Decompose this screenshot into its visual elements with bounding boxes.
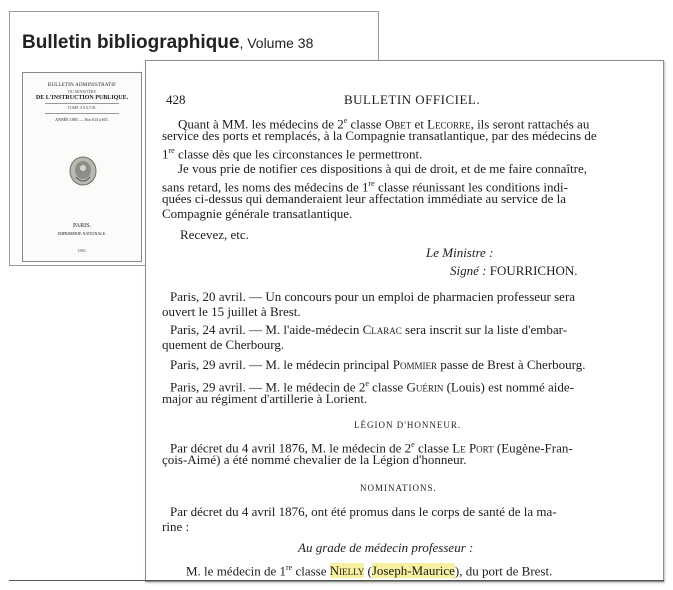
cover-seal-icon <box>67 155 99 187</box>
cover-line-3: DE L'INSTRUCTION PUBLIQUE. <box>35 95 129 101</box>
cover-rule <box>45 113 119 114</box>
text-line: Par décret du 4 avril 1876, ont été promus dans le corps de santé de la ma- <box>170 504 557 519</box>
text-line: Paris, 20 avril. — Un concours pour un emploi de pharmacien professeur sera <box>170 289 576 304</box>
search-hit-firstname: Joseph-Maurice <box>371 563 455 579</box>
text-line: Je vous prie de notifier ces dispositions à qui de droit, et de me faire connaître, <box>178 161 588 176</box>
text-line: Paris, 29 avril. — M. le médecin de 2e classe Guérin (Louis) est nommé aide- <box>170 379 575 395</box>
text-line: Paris, 24 avril. — M. l'aide-médecin Clarac sera inscrit sur la liste d'embar- <box>170 322 568 337</box>
text-line: quées ci-dessus qui demanderaient leur affectation immédiate au service de la <box>162 191 567 206</box>
section-heading: NOMINATIONS. <box>360 483 437 493</box>
text-line: çois-Aimé) a été nommé chevalier de la Légion d'honneur. <box>162 452 467 467</box>
book-cover-thumbnail[interactable] <box>22 72 142 262</box>
cover-line-2: DU MINISTÈRE <box>67 89 97 94</box>
text-line: 1re classe dès que les circonstances le permettront. <box>162 146 423 162</box>
text-line: Par décret du 4 avril 1876, M. le médecin de 2e classe Le Port (Eugène-Fran- <box>170 440 573 456</box>
text-line: service des ports et remplacés, à la Compagnie transatlantique, par des médecins de <box>162 128 597 143</box>
cover-line-4: TOME XXXVIII. <box>67 105 97 110</box>
signature-line: Signé : FOURRICHON. <box>450 263 578 278</box>
text-line-highlighted: M. le médecin de 1re classe Nielly (Joseph-Maurice), du port de Brest. <box>186 563 553 579</box>
text-line: Paris, 29 avril. — M. le médecin principal Pommier passe de Brest à Cherbourg. <box>170 357 586 372</box>
section-heading: LÉGION D'HONNEUR. <box>354 420 462 430</box>
cover-printer: IMPRIMERIE NATIONALE. <box>57 231 107 236</box>
book-volume: , Volume 38 <box>239 35 314 51</box>
cover-year: 1885. <box>77 248 87 253</box>
subsection-heading: Au grade de médecin professeur : <box>298 540 474 555</box>
text-line: rine : <box>162 519 190 534</box>
text-line: ouvert le 15 juillet à Brest. <box>162 304 301 319</box>
divider <box>9 580 664 581</box>
text-line: quement de Cherbourg. <box>162 337 285 352</box>
book-title-line[interactable] <box>22 32 313 54</box>
book-title[interactable]: Bulletin bibliographique <box>22 32 240 53</box>
cover-line-5: ANNÉE 1885. — Nos 613 à 651. <box>55 117 109 122</box>
cover-city: PARIS. <box>73 223 91 229</box>
text-line: major au régiment d'artillerie à Lorient. <box>162 391 368 406</box>
cover-line-1: BULLETIN ADMINISTRATIF <box>47 83 117 88</box>
text-line: Compagnie générale transatlantique. <box>162 206 353 221</box>
page-scan-snippet <box>145 60 664 582</box>
running-head: BULLETIN OFFICIEL. <box>344 92 481 107</box>
search-hit-surname: Nielly <box>329 563 365 579</box>
cover-rule <box>45 103 119 104</box>
text-line: Quant à MM. les médecins de 2e classe Obet et Lecorre, ils seront rattachés au <box>178 116 590 132</box>
text-line: Recevez, etc. <box>180 227 249 242</box>
page-number: 428 <box>166 92 186 107</box>
signature-title: Le Ministre : <box>426 245 494 260</box>
text-line: sans retard, les noms des médecins de 1re classe réunissant les conditions indi- <box>162 179 568 195</box>
